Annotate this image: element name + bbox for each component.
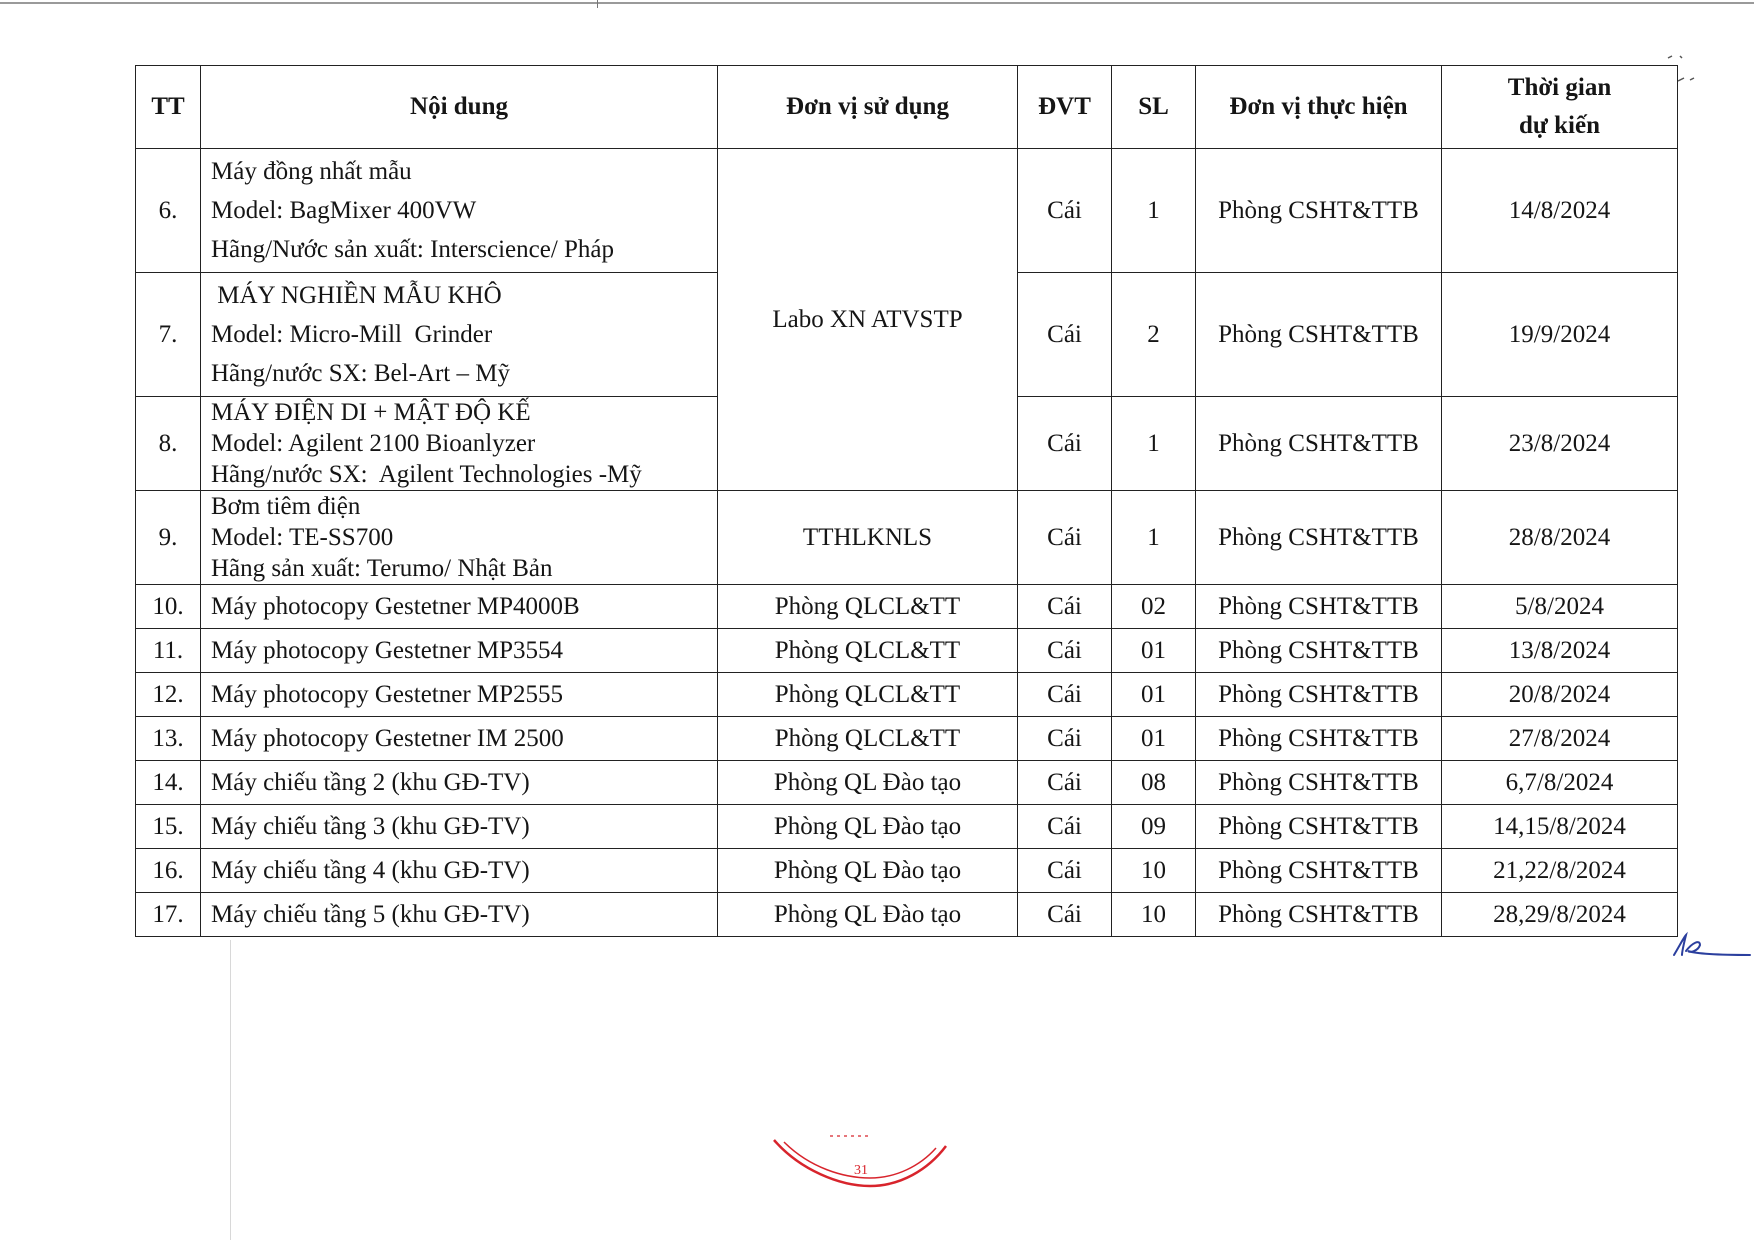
row-unit-merged: Labo XN ATVSTP (718, 149, 1018, 491)
table-header-row (136, 66, 1678, 149)
row-tt: 7. (136, 273, 201, 397)
row-content-line: MÁY NGHIỀN MẪU KHÔ (211, 282, 502, 309)
row-content: Máy photocopy Gestetner MP3554 (201, 629, 718, 673)
table-row (136, 717, 1678, 761)
row-unit: Phòng QL Đào tạo (718, 849, 1018, 893)
row-content (201, 149, 718, 273)
row-tt: 17. (136, 893, 201, 937)
row-dvt: Cái (1018, 585, 1112, 629)
page-top-tick (597, 0, 598, 8)
row-tt: 8. (136, 397, 201, 491)
row-unit: Phòng QLCL&TT (718, 629, 1018, 673)
row-dvt: Cái (1018, 849, 1112, 893)
row-unit: Phòng QL Đào tạo (718, 893, 1018, 937)
row-sl: 1 (1112, 491, 1196, 585)
header-sl: SL (1112, 66, 1196, 149)
row-content: Máy photocopy Gestetner MP4000B (201, 585, 718, 629)
row-content: Máy photocopy Gestetner IM 2500 (201, 717, 718, 761)
header-dvt: ĐVT (1018, 66, 1112, 149)
row-sl: 10 (1112, 849, 1196, 893)
row-executor: Phòng CSHT&TTB (1196, 849, 1442, 893)
row-content: Máy chiếu tầng 4 (khu GĐ-TV) (201, 849, 718, 893)
row-content (201, 491, 718, 585)
header-content: Nội dung (201, 66, 718, 149)
row-tt: 9. (136, 491, 201, 585)
row-dvt: Cái (1018, 805, 1112, 849)
row-sl: 1 (1112, 397, 1196, 491)
row-time: 6,7/8/2024 (1442, 761, 1678, 805)
row-unit: Phòng QL Đào tạo (718, 761, 1018, 805)
row-executor: Phòng CSHT&TTB (1196, 149, 1442, 273)
row-executor: Phòng CSHT&TTB (1196, 893, 1442, 937)
row-content-line: MÁY ĐIỆN DI + MẬT ĐỘ KẾ (211, 399, 531, 426)
table-row (136, 893, 1678, 937)
header-tt: TT (136, 66, 201, 149)
header-time-line2: dự kiến (1518, 112, 1600, 139)
table-row (136, 585, 1678, 629)
row-executor: Phòng CSHT&TTB (1196, 629, 1442, 673)
row-executor: Phòng CSHT&TTB (1196, 761, 1442, 805)
table-row (136, 673, 1678, 717)
row-sl: 01 (1112, 629, 1196, 673)
row-content-line: Hãng sản xuất: Terumo/ Nhật Bản (211, 555, 553, 582)
row-dvt: Cái (1018, 673, 1112, 717)
margin-guide-line (230, 940, 231, 1240)
row-tt: 15. (136, 805, 201, 849)
row-unit: Phòng QLCL&TT (718, 717, 1018, 761)
header-time (1442, 66, 1678, 149)
row-sl: 09 (1112, 805, 1196, 849)
row-dvt: Cái (1018, 149, 1112, 273)
table-row (136, 805, 1678, 849)
row-executor: Phòng CSHT&TTB (1196, 585, 1442, 629)
row-time: 21,22/8/2024 (1442, 849, 1678, 893)
row-dvt: Cái (1018, 491, 1112, 585)
row-sl: 02 (1112, 585, 1196, 629)
row-sl: 08 (1112, 761, 1196, 805)
table-row (136, 149, 1678, 273)
row-time: 19/9/2024 (1442, 273, 1678, 397)
row-dvt: Cái (1018, 717, 1112, 761)
row-dvt: Cái (1018, 629, 1112, 673)
equipment-table (135, 65, 1678, 937)
row-content-line: Model: TE-SS700 (211, 524, 394, 551)
header-unit: Đơn vị sử dụng (718, 66, 1018, 149)
row-tt: 14. (136, 761, 201, 805)
row-content-line: Model: BagMixer 400VW (211, 197, 477, 224)
row-sl: 1 (1112, 149, 1196, 273)
row-tt: 12. (136, 673, 201, 717)
row-executor: Phòng CSHT&TTB (1196, 673, 1442, 717)
row-time: 28/8/2024 (1442, 491, 1678, 585)
row-content-line: Hãng/nước SX: Agilent Technologies -Mỹ (211, 461, 642, 488)
signature-mark (1670, 925, 1754, 965)
row-unit: Phòng QLCL&TT (718, 673, 1018, 717)
row-content-line: Máy đồng nhất mẫu (211, 158, 412, 185)
row-tt: 11. (136, 629, 201, 673)
row-content: Máy chiếu tầng 2 (khu GĐ-TV) (201, 761, 718, 805)
row-content-line: Bơm tiêm điện (211, 493, 361, 520)
row-content (201, 273, 718, 397)
row-tt: 16. (136, 849, 201, 893)
row-tt: 10. (136, 585, 201, 629)
row-content: Máy chiếu tầng 5 (khu GĐ-TV) (201, 893, 718, 937)
row-sl: 2 (1112, 273, 1196, 397)
row-dvt: Cái (1018, 397, 1112, 491)
row-executor: Phòng CSHT&TTB (1196, 717, 1442, 761)
row-unit: Phòng QLCL&TT (718, 585, 1018, 629)
row-executor: Phòng CSHT&TTB (1196, 491, 1442, 585)
page-top-border (0, 2, 1754, 4)
row-tt: 6. (136, 149, 201, 273)
table-row (136, 491, 1678, 585)
header-executor: Đơn vị thực hiện (1196, 66, 1442, 149)
row-sl: 10 (1112, 893, 1196, 937)
stamp-text: 31 (854, 1163, 868, 1178)
row-time: 28,29/8/2024 (1442, 893, 1678, 937)
table-row (136, 849, 1678, 893)
row-dvt: Cái (1018, 893, 1112, 937)
row-dvt: Cái (1018, 273, 1112, 397)
row-time: 14/8/2024 (1442, 149, 1678, 273)
row-sl: 01 (1112, 717, 1196, 761)
row-executor: Phòng CSHT&TTB (1196, 397, 1442, 491)
row-content-line: Hãng/Nước sản xuất: Interscience/ Pháp (211, 236, 615, 263)
table-row (136, 761, 1678, 805)
row-content-line: Model: Agilent 2100 Bioanlyzer (211, 430, 536, 457)
row-content-line: Model: Micro-Mill Grinder (211, 321, 493, 348)
row-content-line: Hãng/nước SX: Bel-Art – Mỹ (211, 360, 510, 387)
row-time: 27/8/2024 (1442, 717, 1678, 761)
row-content (201, 397, 718, 491)
row-time: 13/8/2024 (1442, 629, 1678, 673)
row-unit: Phòng QL Đào tạo (718, 805, 1018, 849)
red-stamp-seal (770, 1130, 950, 1200)
row-dvt: Cái (1018, 761, 1112, 805)
row-time: 20/8/2024 (1442, 673, 1678, 717)
row-time: 14,15/8/2024 (1442, 805, 1678, 849)
row-executor: Phòng CSHT&TTB (1196, 273, 1442, 397)
row-executor: Phòng CSHT&TTB (1196, 805, 1442, 849)
row-time: 5/8/2024 (1442, 585, 1678, 629)
table-row (136, 629, 1678, 673)
row-content: Máy photocopy Gestetner MP2555 (201, 673, 718, 717)
row-time: 23/8/2024 (1442, 397, 1678, 491)
header-time-line1: Thời gian (1507, 74, 1612, 101)
row-tt: 13. (136, 717, 201, 761)
row-sl: 01 (1112, 673, 1196, 717)
row-content: Máy chiếu tầng 3 (khu GĐ-TV) (201, 805, 718, 849)
row-unit: TTHLKNLS (718, 491, 1018, 585)
